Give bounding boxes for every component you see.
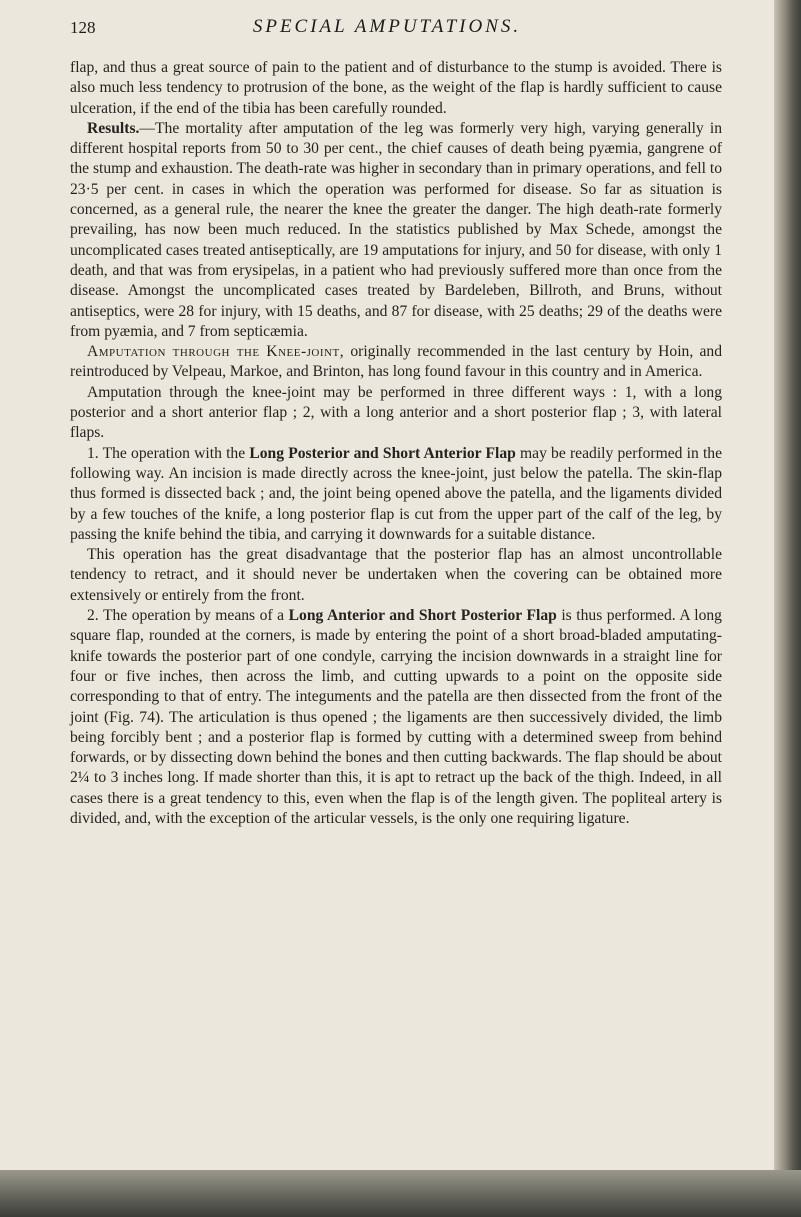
running-title: SPECIAL AMPUTATIONS. — [252, 16, 522, 37]
paragraph-long-anterior-flap: 2. The operation by means of a Long Anterior and Short Posterior Flap is thus performed. A long square flap, rounded at the corners, is made by entering the point of a short broad-bladed amputating-knife towards the posterior part of one condyle, carrying the incision downwards in a straight line for four or five inches, then across the limb, and cutting upwards to a point on the opposite side corresponding to that of entry. The integuments and the patella are then dissected from the front of the joint (Fig. 74). The articulation is thus opened ; the ligaments are then successively divided, the limb being forcibly bent ; and a posterior flap is formed by cutting with a determined sweep from behind forwards, or by dissecting down behind the bones and then cutting backwards. The flap should be about 2¼ to 3 inches long. If made shorter than this, it is apt to retract up the back of the thigh. Indeed, in all cases there is a great tendency to this, even when the flap is of the length given. The popliteal artery is divided, and, with the exception of the articular vessels, is the only one requiring ligature. — [70, 607, 722, 827]
long-posterior-flap-heading: Long Posterior and Short Anterior Flap — [249, 444, 516, 462]
page-edge-shadow — [774, 0, 801, 1217]
bottom-edge-shadow — [0, 1170, 801, 1217]
page-number: 128 — [70, 18, 96, 37]
body-text — [70, 58, 722, 829]
running-head — [0, 12, 774, 42]
paragraph-results: Results.—The mortality after amputation of the leg was formerly very high, varying generally in different hospital reports from 50 to 30 per cent., the chief causes of death being pyæmia, gangrene of the stump and exhaustion. The death-rate was higher in secondary than in primary operations, and fell to 23·5 per cent. in cases in which the operation was performed for disease. So far as situation is concerned, as a general rule, the nearer the knee the greater the danger. The high death-rate formerly prevailing, has now been much reduced. In the statistics published by Max Schede, amongst the uncomplicated cases treated antiseptically, are 19 amputations for injury, and 50 for disease, with only 1 death, and that was from erysipelas, in a patient who had previously suffered more than once from the disease. Amongst the uncomplicated cases treated by Bardeleben, Billroth, and Bruns, without antiseptics, were 28 for injury, with 15 deaths, and 87 for disease, with 25 deaths; 29 of the deaths were from pyæmia, and 7 from septicæmia. — [70, 119, 722, 340]
results-heading: Results. — [87, 119, 140, 137]
paragraph-three-methods: Amputation through the knee-joint may be performed in three different ways : 1, with a long posterior and a short anterior flap ; 2, with a long anterior and a short posterior flap ; 3, with lateral flaps. — [70, 383, 722, 442]
paragraph-disadvantage: This operation has the great disadvantage that the posterior flap has an almost uncontrollable tendency to retract, and it should never be undertaken when the covering can be obtained more extensively or entirely from the front. — [70, 546, 722, 604]
long-anterior-flap-heading: Long Anterior and Short Posterior Flap — [288, 607, 557, 625]
knee-joint-heading: Amputation through the Knee-joint, — [87, 343, 345, 361]
paragraph-long-posterior-flap: 1. The operation with the Long Posterior and Short Anterior Flap may be readily performed in the following way. An incision is made directly across the knee-joint, just below the patella. The skin-flap thus formed is dissected back ; and, the joint being opened above the patella, and the ligaments divided by a few touches of the knife, a long posterior flap is cut from the upper part of the calf of the leg, by passing the knife behind the tibia, and carrying it downwards for a suitable distance. — [70, 444, 722, 543]
paragraph-knee-joint-amputation: Amputation through the Knee-joint, originally recommended in the last century by Hoin, and reintroduced by Velpeau, Markoe, and Brinton, has long found favour in this country and in America. — [70, 343, 722, 381]
paragraph-flap-continuation: flap, and thus a great source of pain to the patient and of disturbance to the stump is avoided. There is also much less tendency to protrusion of the bone, as the weight of the flap is hardly sufficient to cause ulceration, if the end of the tibia has been carefully rounded. — [70, 59, 722, 117]
